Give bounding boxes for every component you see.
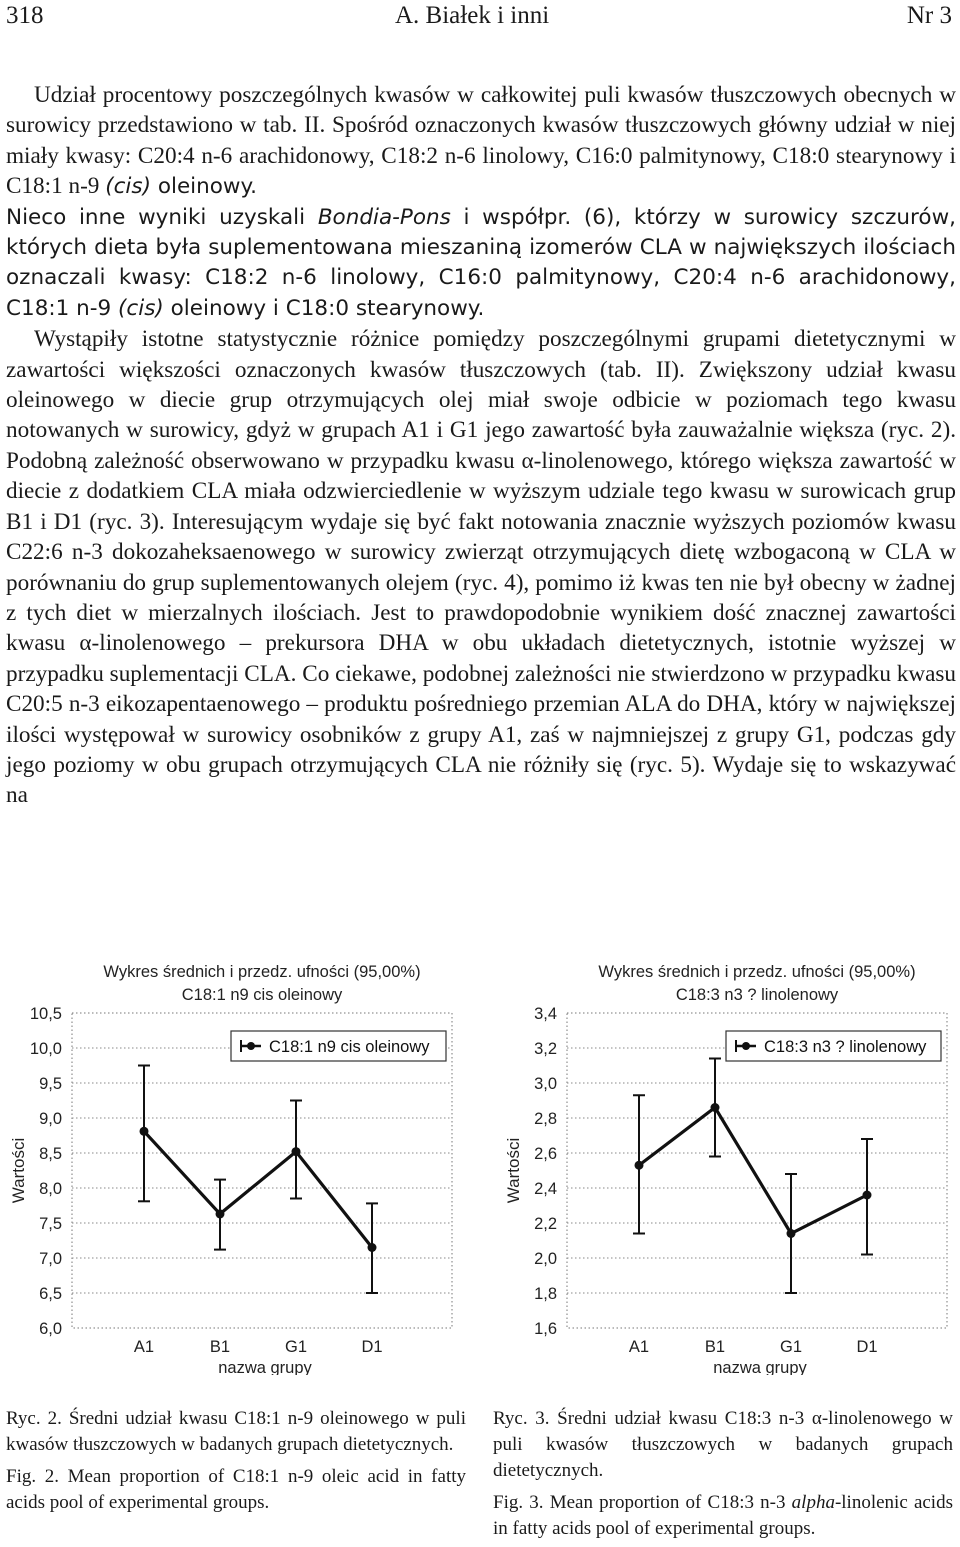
p1-end: oleinowy.	[150, 174, 258, 200]
caption-ryc2-pl: Ryc. 2. Średni udział kwasu C18:1 n-9 oleinowego w puli kwasów tłuszczowych w badanych grupach dietetycznych.	[6, 1408, 466, 1455]
data-point	[368, 1243, 377, 1252]
chart-ryc3	[495, 955, 960, 1380]
y-tick-label: 10,5	[29, 1005, 62, 1023]
x-tick-label: G1	[779, 1338, 803, 1356]
p2-text-c: oleinowy i C18:0 stearynowy.	[163, 295, 485, 321]
y-tick-label: 6,5	[39, 1285, 62, 1303]
y-tick-label: 1,8	[534, 1285, 557, 1303]
p2-text-a: Nieco inne wyniki uzyskali	[6, 204, 318, 230]
x-axis-label: nazwa grupy	[218, 1359, 312, 1375]
data-point	[863, 1191, 872, 1200]
data-point	[787, 1229, 796, 1238]
caption-ryc2	[6, 1406, 466, 1516]
chart-subtitle: C18:1 n9 cis oleinowy	[181, 986, 343, 1004]
y-axis-label: Wartości	[9, 1137, 28, 1204]
y-tick-label: 7,0	[39, 1250, 62, 1268]
y-tick-label: 2,6	[534, 1145, 557, 1163]
caption-ryc3-en	[493, 1490, 953, 1542]
paragraph-3: Wystąpiły istotne statystycznie różnice pomiędzy poszczególnymi grupami dietetycznymi w zawartości większości oznaczonych kwasów tłuszczowych (tab. II). Zwiększony udział kwasu oleinowego w diecie grup otrzymujących olej miał swoje odbicie w poziomach tego kwasu notowanych w surowicy, gdyż w grupach A1 i G1 jego zawartość była zauważalnie większa (ryc. 2). Podobną zależność obserwowano w przypadku kwasu α-linolenowego, którego większa zawartość w diecie z dodatkiem CLA miała odzwierciedlenie w wyższym udziale tego kwasu w surowicach grup B1 i D1 (ryc. 3). Interesującym wydaje się być fakt notowania znacznie wyższych poziomów kwasu C22:6 n-3 dokozaheksaenowego w surowicy zwierząt otrzymujących dietę wzbogaconą w CLA w porównaniu do grup suplementowanych olejem (ryc. 4), pomimo iż kwas ten nie był obecny w żadnej z tych diet w mierzalnych ilościach. Jest to prawdopodobnie wynikiem dość znacznej zawartości kwasu α-linolenowego – prekursora DHA w obu układach dietetycznych, istotnie wyższej w przypadku suplementacji CLA. Co ciekawe, podobnej zależności nie stwierdzono w przypadku kwasu C20:5 n-3 eikozapentaenowego – produktu pośredniego przemian ALA do DHA, który w największej ilości występował w surowicy osobników z grupy A1, zaś w najmniejszej z grupy G1, podczas gdy jego poziomy w obu grupach otrzymujących CLA nie różniły się (ryc. 5). Wydaje się to wskazywać na	[6, 326, 956, 809]
caption-ryc3-pl: Ryc. 3. Średni udział kwasu C18:3 n-3 α-linolenowego w puli kwasów tłuszczowych w badanych grupach dietetycznych.	[493, 1408, 953, 1481]
x-tick-label: A1	[628, 1338, 650, 1356]
caption-ryc3	[493, 1406, 953, 1542]
y-tick-label: 10,0	[29, 1040, 62, 1058]
chart-svg	[0, 955, 465, 1375]
chart-svg	[495, 955, 960, 1375]
y-tick-label: 3,0	[534, 1075, 557, 1093]
y-tick-label: 9,0	[39, 1110, 62, 1128]
y-tick-label: 3,4	[534, 1005, 557, 1023]
p2-cis: (cis)	[118, 295, 164, 321]
x-tick-label: G1	[284, 1338, 308, 1356]
y-tick-label: 3,2	[534, 1040, 557, 1058]
y-tick-label: 9,5	[39, 1075, 62, 1093]
data-point	[140, 1127, 149, 1136]
page-number: 318	[6, 2, 44, 29]
caption-ryc3-en-b: -linolenic acids in fatty acids pool of experimental groups.	[493, 1492, 953, 1539]
chart-ryc2	[0, 955, 465, 1380]
data-point	[711, 1103, 720, 1112]
series-line	[144, 1131, 372, 1247]
data-point	[292, 1147, 301, 1156]
chart-title: Wykres średnich i przedz. ufności (95,00%)	[103, 963, 421, 981]
paragraph-1	[6, 80, 956, 203]
x-tick-label: D1	[856, 1338, 878, 1356]
x-tick-label: A1	[133, 1338, 155, 1356]
legend-label: C18:3 n3 ? linolenowy	[764, 1038, 927, 1056]
x-axis-label: nazwa grupy	[713, 1359, 807, 1375]
data-point	[635, 1161, 644, 1170]
series-line	[639, 1108, 867, 1234]
p2-text-b: i współpr. (6), którzy w surowicy szczurów, których dieta była suplementowana mieszaniną izomerów CLA w największych ilościach oznaczali kwasy: C18:2 n-6 linolowy, C16:0 palmitynowy, C20:4 n-6 arachidonowy, C18:1 n-9	[6, 204, 956, 321]
x-tick-label: D1	[361, 1338, 383, 1356]
p1-text: Udział procentowy poszczególnych kwasów w całkowitej puli kwasów tłuszczowych obecnych w surowicy przedstawiono w tab. II. Spośród oznaczonych kwasów tłuszczowych główny udział w niej miały kwasy: C20:4 n-6 arachidonowy, C18:2 n-6 linolowy, C16:0 palmitynowy, C18:0 stearynowy i C18:1 n-9	[6, 82, 956, 200]
x-tick-label: B1	[704, 1338, 726, 1356]
caption-ryc3-en-a: Fig. 3. Mean proportion of C18:3 n-3	[493, 1492, 792, 1513]
y-tick-label: 2,2	[534, 1215, 557, 1233]
y-tick-label: 7,5	[39, 1215, 62, 1233]
y-tick-label: 2,8	[534, 1110, 557, 1128]
legend-marker	[742, 1042, 750, 1050]
y-tick-label: 8,0	[39, 1180, 62, 1198]
caption-ryc2-en: Fig. 2. Mean proportion of C18:1 n-9 oleic acid in fatty acids pool of experimental groups.	[6, 1466, 466, 1513]
chart-title: Wykres średnich i przedz. ufności (95,00%)	[598, 963, 916, 981]
chart-subtitle: C18:3 n3 ? linolenowy	[675, 986, 839, 1004]
y-tick-label: 6,0	[39, 1320, 62, 1338]
y-tick-label: 1,6	[534, 1320, 557, 1338]
p1-cis: (cis)	[105, 174, 151, 200]
y-tick-label: 8,5	[39, 1145, 62, 1163]
x-tick-label: B1	[209, 1338, 231, 1356]
body-text	[6, 80, 956, 811]
p2-italic: Bondia-Pons	[317, 204, 451, 230]
running-author: A. Białek i inni	[395, 2, 550, 29]
caption-ryc3-en-italic: alpha	[791, 1492, 835, 1513]
y-tick-label: 2,4	[534, 1180, 557, 1198]
legend-label: C18:1 n9 cis oleinowy	[269, 1038, 430, 1056]
issue-number: Nr 3	[906, 2, 952, 29]
legend-marker	[247, 1042, 255, 1050]
page-header	[0, 0, 960, 34]
y-tick-label: 2,0	[534, 1250, 557, 1268]
y-axis-label: Wartości	[504, 1137, 523, 1204]
data-point	[216, 1209, 225, 1218]
paragraph-2	[6, 203, 956, 325]
